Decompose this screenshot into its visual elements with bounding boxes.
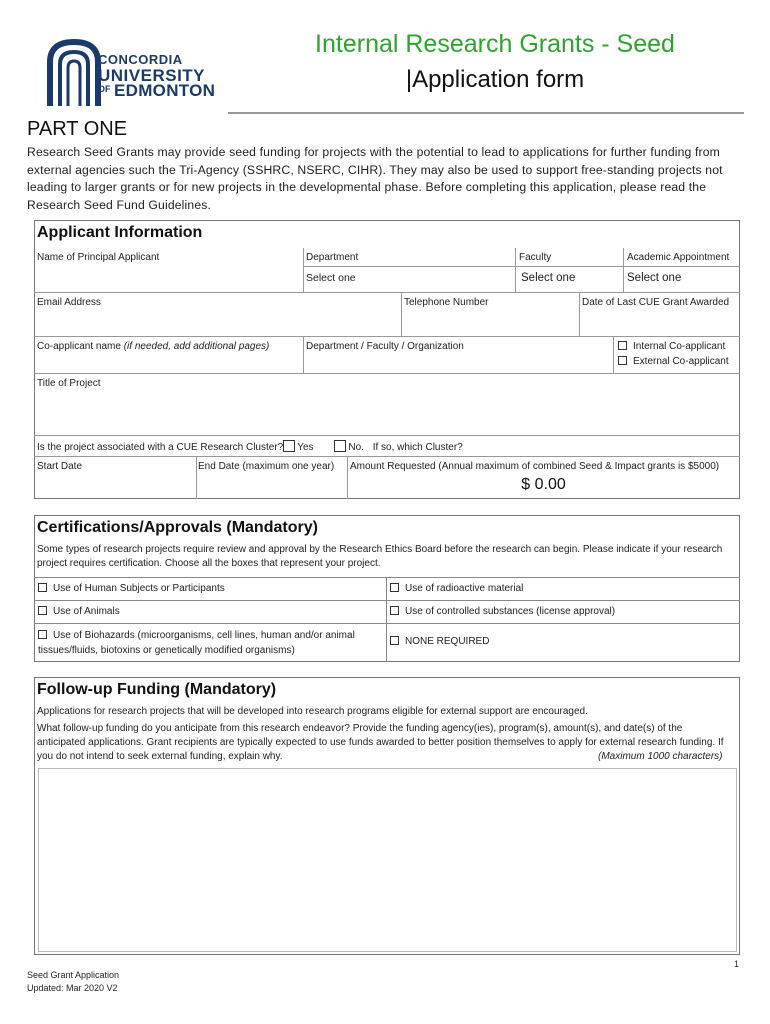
divider bbox=[34, 577, 740, 578]
cert-option-radioactive[interactable] bbox=[390, 583, 523, 594]
cluster-yes-checkbox[interactable] bbox=[283, 440, 295, 452]
cluster-no-checkbox[interactable] bbox=[334, 440, 346, 452]
divider bbox=[34, 336, 740, 337]
email-input[interactable] bbox=[35, 310, 400, 335]
internal-coapplicant-option[interactable] bbox=[618, 341, 725, 352]
cluster-question-text: Is the project associated with a CUE Research Cluster? bbox=[37, 442, 284, 453]
department-label: Department bbox=[306, 252, 359, 263]
coapplicant-label bbox=[37, 341, 269, 352]
divider bbox=[34, 435, 740, 436]
university-crest-icon bbox=[44, 36, 104, 110]
controlled-substances-label: Use of controlled substances (license approval) bbox=[405, 606, 616, 617]
intro-paragraph: Research Seed Grants may provide seed funding for projects with the potential to lead to applications for further funding from external agencies such the Tri-Agency (SSHRC, NSERC, CIHR). They may also be used to support free-standing projects not leading to larger grants or for new projects in the developmental phase. Before completing this application, please read the Research Seed Fund Guidelines. bbox=[27, 145, 723, 212]
divider bbox=[34, 292, 740, 293]
divider bbox=[34, 373, 740, 374]
animals-checkbox[interactable] bbox=[38, 606, 47, 615]
cert-option-human-subjects[interactable] bbox=[38, 583, 225, 594]
form-subtitle: |Application form bbox=[405, 66, 585, 93]
project-title-input[interactable] bbox=[35, 393, 739, 435]
divider bbox=[386, 577, 387, 662]
external-coapplicant-option[interactable] bbox=[618, 356, 729, 367]
last-grant-input[interactable] bbox=[580, 310, 739, 335]
divider bbox=[34, 600, 740, 601]
certifications-description: Some types of research projects require review and approval by the Research Ethics Board before the research can begin. Please indicate if your research project requires certification. Choose all the boxes that represent your project. bbox=[37, 544, 723, 569]
divider bbox=[34, 623, 740, 624]
internal-coapplicant-label: Internal Co-applicant bbox=[633, 341, 726, 352]
divider bbox=[34, 456, 740, 457]
coapplicant-label-text: Co-applicant name bbox=[37, 341, 121, 352]
divider bbox=[613, 336, 614, 373]
start-date-label: Start Date bbox=[37, 461, 83, 472]
human-subjects-checkbox[interactable] bbox=[38, 583, 47, 592]
radioactive-label: Use of radioactive material bbox=[405, 583, 524, 594]
dept-faculty-org-label: Department / Faculty / Organization bbox=[306, 341, 464, 352]
followup-funding-heading: Follow-up Funding (Mandatory) bbox=[37, 681, 277, 698]
faculty-label: Faculty bbox=[519, 252, 552, 263]
appointment-select[interactable]: Select one bbox=[627, 272, 682, 284]
coapplicant-hint: (if needed, add additional pages) bbox=[123, 341, 270, 352]
logo-line-edmonton: EDMONTON bbox=[114, 81, 216, 100]
followup-max-chars: (Maximum 1000 characters) bbox=[598, 751, 723, 762]
department-select[interactable]: Select one bbox=[306, 272, 356, 284]
none-required-checkbox[interactable] bbox=[390, 636, 399, 645]
footer-version: Updated: Mar 2020 V2 bbox=[27, 983, 118, 993]
last-grant-label: Date of Last CUE Grant Awarded bbox=[582, 297, 730, 308]
page-number: 1 bbox=[734, 959, 740, 969]
none-required-label: NONE REQUIRED bbox=[405, 636, 490, 647]
divider bbox=[303, 336, 304, 373]
human-subjects-label: Use of Human Subjects or Participants bbox=[53, 583, 225, 594]
faculty-select[interactable]: Select one bbox=[521, 272, 576, 284]
followup-intro: Applications for research projects that will be developed into research programs eligible for external support are encouraged. bbox=[37, 706, 588, 717]
certifications-heading: Certifications/Approvals (Mandatory) bbox=[37, 519, 318, 536]
divider bbox=[515, 248, 516, 293]
cluster-yes-label: Yes bbox=[297, 442, 314, 453]
footer-title: Seed Grant Application bbox=[27, 970, 120, 980]
end-date-input[interactable] bbox=[197, 475, 346, 498]
appointment-label: Academic Appointment bbox=[627, 252, 730, 263]
university-logo bbox=[36, 34, 228, 112]
amount-input[interactable]: $ 0.00 bbox=[521, 476, 566, 493]
internal-coapplicant-checkbox[interactable] bbox=[618, 341, 627, 350]
phone-input[interactable] bbox=[402, 310, 578, 335]
radioactive-checkbox[interactable] bbox=[390, 583, 399, 592]
external-coapplicant-checkbox[interactable] bbox=[618, 356, 627, 365]
principal-applicant-input[interactable] bbox=[35, 266, 302, 292]
biohazards-checkbox[interactable] bbox=[38, 630, 47, 639]
external-coapplicant-label: External Co-applicant bbox=[633, 356, 729, 367]
start-date-input[interactable] bbox=[35, 475, 195, 498]
project-title-label: Title of Project bbox=[37, 378, 101, 389]
animals-label: Use of Animals bbox=[53, 606, 120, 617]
biohazards-label: Use of Biohazards (microorganisms, cell lines, human and/or animal tissues/fluids, biotoxins or genetically modified organisms) bbox=[38, 630, 355, 656]
principal-applicant-label: Name of Principal Applicant bbox=[37, 252, 160, 263]
divider bbox=[623, 248, 624, 293]
header-divider bbox=[228, 112, 744, 114]
amount-label: Amount Requested (Annual maximum of combined Seed & Impact grants is $5000) bbox=[350, 461, 720, 472]
cluster-no-label: No. bbox=[348, 442, 364, 453]
cluster-question bbox=[37, 440, 463, 453]
part-heading: PART ONE bbox=[27, 118, 128, 140]
phone-label: Telephone Number bbox=[404, 297, 489, 308]
cert-option-animals[interactable] bbox=[38, 606, 120, 617]
which-cluster-label: If so, which Cluster? bbox=[372, 442, 463, 453]
cert-option-none-required[interactable] bbox=[390, 636, 489, 647]
cert-option-controlled-substances[interactable] bbox=[390, 606, 615, 617]
controlled-substances-checkbox[interactable] bbox=[390, 606, 399, 615]
end-date-label: End Date (maximum one year) bbox=[198, 461, 335, 472]
followup-funding-textarea[interactable] bbox=[38, 768, 737, 952]
applicant-information-heading: Applicant Information bbox=[37, 224, 203, 241]
logo-line-university: UNIVERSITY bbox=[98, 66, 206, 85]
email-label: Email Address bbox=[37, 297, 101, 308]
divider bbox=[303, 266, 740, 267]
followup-question: What follow-up funding do you anticipate from this research endeavor? Provide the funding agency(ies), program(s), amount(s), and date(s) of the anticipated applications. Grant recipients are typically expected to use funds awarded to better position themselves to apply for external research funding. If you do not intend to seek external funding, explain why. bbox=[37, 723, 724, 762]
logo-line-concordia: CONCORDIA bbox=[98, 52, 183, 67]
divider bbox=[303, 248, 304, 293]
form-title: Internal Research Grants - Seed bbox=[315, 30, 675, 58]
logo-line-of: OF bbox=[98, 84, 111, 94]
cert-option-biohazards[interactable] bbox=[38, 628, 378, 658]
